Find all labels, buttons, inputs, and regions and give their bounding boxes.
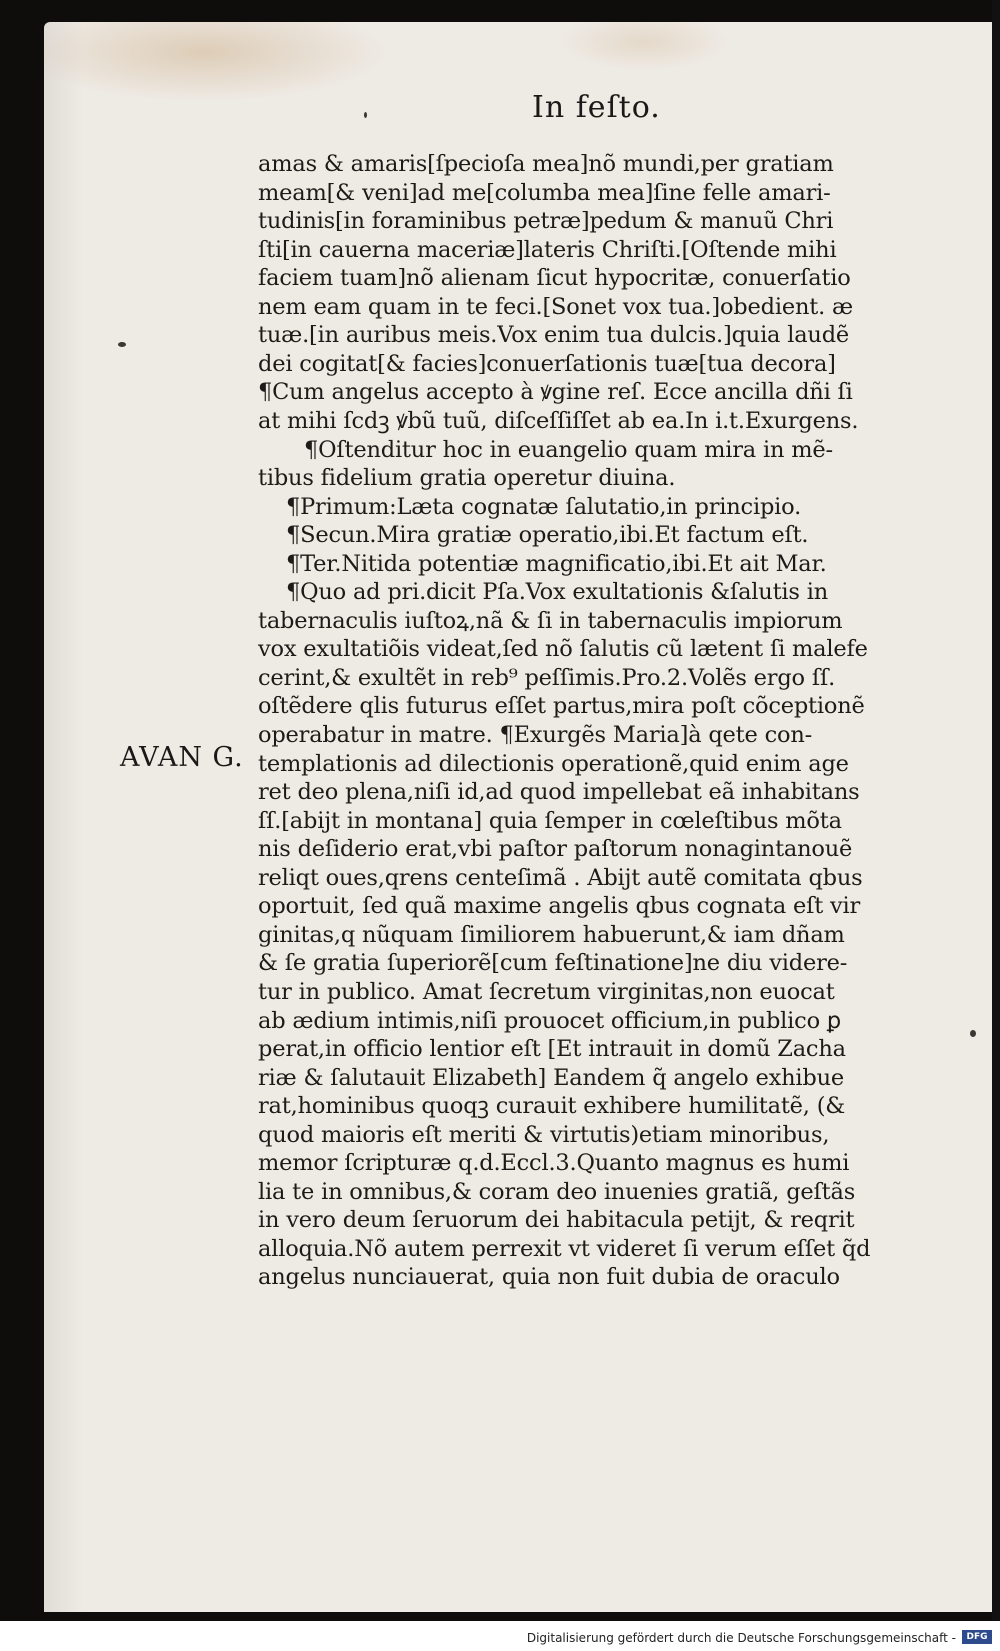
text-line: templationis ad dilectionis operationẽ,quid enim age [258,750,849,777]
text-line: at mihi ſcdꝫ ꝟbũ tuũ, diſceſſiſſet ab ea.In i.t.Exurgens. [258,407,859,434]
text-line: memor ſcripturæ q.d.Eccl.3.Quanto magnus es humi [258,1150,850,1177]
text-line: ſſ.[abijt in montana] quia ſemper in cœleſtibus mõta [258,807,842,834]
text-line: angelus nunciauerat, quia non fuit dubia de oraculo [258,1264,840,1291]
scan-edge [992,0,1000,1651]
text-line: ¶Oſtenditur hoc in euangelio quam mira in mẽ- [304,436,833,463]
text-line: reliqt oues,qrens centeſimã . Abijt autẽ comitata qbus [258,864,863,891]
text-line: rat,hominibus quoqꝫ curauit exhibere humilitatẽ, (& [258,1093,846,1120]
text-line: cerint,& exultẽt in reb⁹ peſſimis.Pro.2.Volẽs ergo ſſ. [258,664,836,691]
text-line: lia te in omnibus,& coram deo inuenies gratiã, geſtãs [258,1178,856,1205]
text-line: alloquia.Nõ autem perrexit vt videret ſi verum eſſet q̃d [258,1235,871,1262]
text-line: tudinis[in foraminibus petræ]pedum & manuũ Chri [258,208,834,235]
text-line: tabernaculis iuſtoꝝ,nã & ſi in tabernaculis impiorum [258,607,843,634]
text-line: quod maioris eſt meriti & virtutis)etiam minoribus, [258,1121,830,1148]
ink-mark [118,342,126,347]
text-line: ret deo plena,niſi id,ad quod impellebat eã inhabitans [258,779,860,806]
footer-bar [0,1621,1000,1651]
text-line: tibus fidelium gratia operetur diuina. [258,465,676,492]
text-line: oportuit, ſed quã maxime angelis qbus cognata eſt vir [258,893,861,920]
text-line: ſti[in cauerna maceriæ]lateris Chriſti.[Oſtende mihi [258,236,837,263]
text-line: ¶Primum:Læta cognatæ ſalutatio,in principio. [286,493,802,520]
text-line: & ſe gratia ſuperiorẽ[cum feſtinatione]ne diu videre- [258,950,848,977]
footer-credit: Digitalisierung gefördert durch die Deutsche Forschungsgemeinschaft - [526,1631,956,1645]
text-line: nis deſiderio erat,vbi paſtor paſtorum nonagintanouẽ [258,836,853,863]
text-line: faciem tuam]nõ alienam ſicut hypocritæ, conuerſatio [258,265,851,292]
text-line: perat,in officio lentior eſt [Et intrauit in domũ Zacha [258,1036,846,1063]
text-line: riæ & ſalutauit Elizabeth] Eandem q̃ angelo exhibue [258,1064,844,1091]
text-line: ¶Cum angelus accepto à ꝟgine reſ. Ecce ancilla dñi ſi [258,379,853,406]
dfg-logo: DFG [962,1630,992,1644]
text-line: nem eam quam in te feci.[Sonet vox tua.]obedient. æ [258,293,853,320]
text-line: ab ædium intimis,niſi prouocet officium,in publico ꝑ [258,1007,841,1034]
text-line: oſtẽdere qlis futurus eſſet partus,mira poſt cõceptionẽ [258,693,865,720]
running-head: In feſto. [532,90,661,125]
text-line: vox exultatiõis videat,ſed nõ ſalutis cũ lætent ſi malefe [258,636,868,663]
text-line: dei cogitat[& facies]conuerſationis tuæ[tua decora] [258,350,836,377]
text-line: operabatur in matre. ¶Exurgẽs Maria]à qete con- [258,722,813,748]
text-line: tuæ.[in auribus meis.Vox enim tua dulcis.]quia laudẽ [258,322,850,349]
text-line: meam[& veni]ad me[columba mea]ſine felle amari- [258,179,831,206]
ink-mark [970,1030,976,1037]
text-line: ¶Secun.Mira gratiæ operatio,ibi.Et factum eſt. [286,522,809,549]
text-line: ¶Quo ad pri.dicit Pſa.Vox exultationis &ſalutis in [286,579,829,606]
text-line: ¶Ter.Nitida potentiæ magnificatio,ibi.Et ait Mar. [286,550,827,577]
text-line: in vero deum ſeruorum dei habitacula petijt, & reqrit [258,1207,855,1234]
text-line: amas & amaris[ſpecioſa mea]nõ mundi,per gratiam [258,151,834,177]
ink-mark [364,112,367,118]
text-line: ginitas,q nũquam ſimiliorem habuerunt,& iam dñam [258,921,845,948]
margin-note: AVAN G. [120,742,244,773]
text-line: tur in publico. Amat ſecretum virginitas,non euocat [258,978,835,1005]
